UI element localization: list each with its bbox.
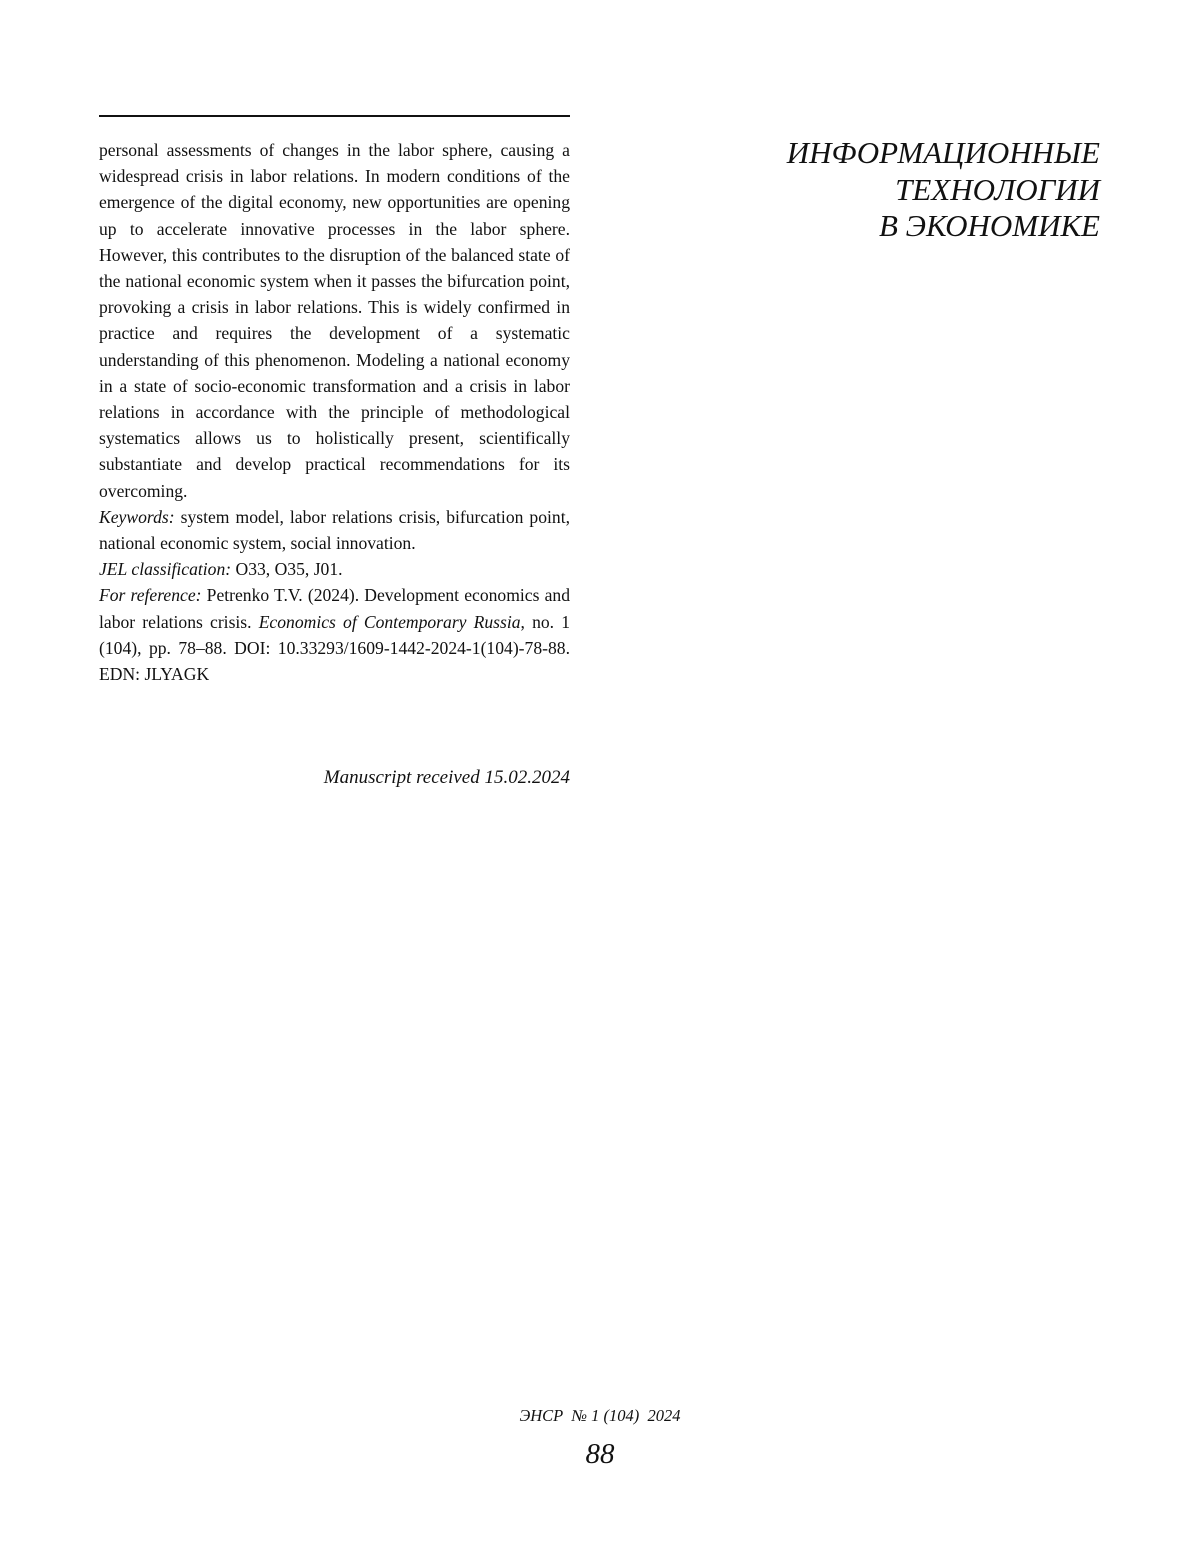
article-end-column [99, 137, 570, 687]
section-heading-line-2: ТЕХНОЛОГИИ [895, 171, 1100, 207]
reference-label: For reference: [99, 585, 202, 606]
jel-label: JEL classification: [99, 559, 232, 580]
reference-text-after: , no. 1 (104), pp. 78–88. DOI: 10.33293/1609-1442-2024-1(104)-78-88. EDN: JLYAGK [99, 611, 571, 685]
abstract-continuation: personal assessments of changes in the labor sphere, causing a widespread crisis in labor relations. In modern conditions of the emergence of the digital economy, new opportunities are opening up to accelerate innovative processes in the labor sphere. However, this contributes to the disruption of the balanced state of the national economic system when it passes the bifurcation point, provoking a crisis in labor relations. This is widely confirmed in practice and requires the development of a systematic understanding of this phenomenon. Modeling a national economy in a state of socio-economic transformation and a crisis in labor relations in accordance with the principle of methodological systematics allows us to holistically present, scientifically substantiate and develop practical recommendations for its overcoming. [99, 140, 570, 501]
keywords-label: Keywords: [99, 506, 175, 527]
jel-value: O33, O35, J01. [231, 559, 343, 580]
reference-journal: Economics of Contemporary Russia [258, 611, 521, 632]
section-heading [640, 135, 1100, 245]
manuscript-received: Manuscript received 15.02.2024 [323, 767, 570, 788]
top-rule [99, 115, 570, 117]
section-heading-line-1: ИНФОРМАЦИОННЫЕ [786, 135, 1100, 170]
keywords [99, 504, 570, 556]
journal-issue-footer: ЭНСР № 1 (104) 2024 [519, 1406, 681, 1425]
page-number: 88 [585, 1438, 615, 1470]
section-heading-line-3: В ЭКОНОМИКЕ [878, 208, 1100, 243]
reference-text-before: Petrenko T.V. (2024). Development economics and labor relations crisis. [99, 585, 571, 632]
keywords-value: system model, labor relations crisis, bifurcation point, national economic system, social innovation. [99, 506, 570, 554]
reference [99, 582, 570, 687]
jel-classification [99, 556, 570, 582]
